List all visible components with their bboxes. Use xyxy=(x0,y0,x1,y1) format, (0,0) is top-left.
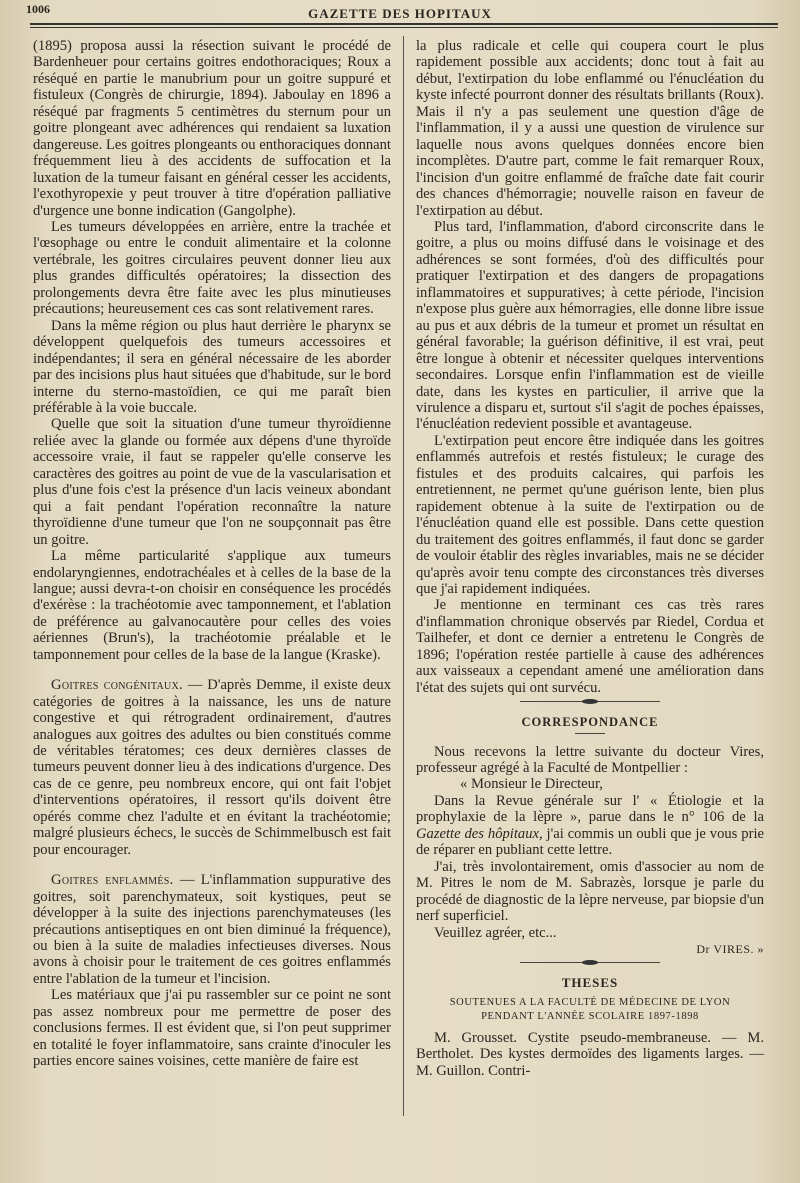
letter-paragraph: J'ai, très involontairement, omis d'associer au nom de M. Pitres le nom de M. Sabrazès, lorsque je parle du procédé de diagnostic de la lèpre nerveuse, par biopsie d'un nerf superficiel. xyxy=(416,858,764,925)
paragraph: la plus radicale et celle qui coupera court le plus rapidement possible aux accidents; donc tout à fait au début, l'extirpation du lobe enflammé ou l'énucléation du kyste infecté pourront donner des résultats brillants (Roux). Mais il n'y a pas seulement une question d'âge de l'inflammation, il y a aussi une question de virulence sur laquelle nous avons quelques données encore bien incomplètes. D'autre part, comme le fait remarquer Roux, l'incision d'un goitre enflammé de fraîche date fait courir des chances d'hémorragie; nouvelle raison en faveur de l'extirpation au début. xyxy=(416,38,764,219)
letter-salutation: « Monsieur le Directeur, xyxy=(460,776,603,793)
title-underline xyxy=(575,733,605,734)
paragraph-congenitaux xyxy=(33,677,391,858)
letter-closing: Veuillez agréer, etc... xyxy=(434,924,557,941)
theses-title: THESES xyxy=(561,975,619,991)
spacer xyxy=(33,858,391,872)
header-rule xyxy=(30,23,778,25)
paragraph: Plus tard, l'inflammation, d'abord circonscrite dans le goitre, a plus ou moins diffusé dans le voisinage et des adhérences se sont formées, d'où des difficultés pour pratiquer l'extirpation et des dangers de propagations inflammatoires et suppuratives; à cette période, l'incision n'expose plus guère aux hémorragies, elle donne libre issue au pus et aux débris de la tumeur et promet un résultat en général favorable; la guérison définitive, il est vrai, peut être longue à obtenir et nécessiter quelques interventions secondaires. Lorsque enfin l'inflammation est de vieille date, dans les kystes en particulier, il arrive que la virulence a disparu et, surtout s'il s'agit de poches épaisses, l'énucléation redevient possible et avantageuse. xyxy=(416,218,764,433)
paragraph: Dans la même région ou plus haut derrière le pharynx se développent quelquefois des tumeurs accessoires et indépendantes; il sera en général nécessaire de les aborder par des incisions plus haut situées que d'habitude, sur le bord interne du sterno-mastoïdien, ce qui me paraît bien préférable à la voie buccale. xyxy=(33,317,391,416)
spacer xyxy=(33,663,391,677)
correspondance-intro: Nous recevons la lettre suivante du docteur Vires, professeur agrégé à la Faculté de Montpellier : xyxy=(416,743,764,777)
paragraph: Je mentionne en terminant ces cas très rares d'inflammation chronique observés par Riedel, Cordua et Tailhefer, et dont ce dernier a entretenu le Congrès de 1896; l'opération restée partielle à cause des adhérences aux vaisseaux a cependant amené une amélioration dans l'état des sujets qui ont survécu. xyxy=(416,597,764,696)
journal-title: GAZETTE DES HOPITAUX xyxy=(308,6,492,21)
journal-name: Gazette des hôpitaux, xyxy=(416,825,543,842)
paragraph: Quelle que soit la situation d'une tumeur thyroïdienne reliée avec la glande ou formée aux dépens d'une thyroïde accessoire vraie, il faut se rappeler qu'elle conserve les caractères des goitres au point de vue de la vascularisation et plus d'une fois c'est la présence d'un lacis veineux abondant qui a fait pendant l'opération reconnaître la nature thyroïdienne d'une tumeur que l'on ne soupçonnait pas être un goitre. xyxy=(33,416,391,548)
right-column xyxy=(416,38,764,1079)
theses-subtitle: PENDANT L'ANNÉE SCOLAIRE 1897-1898 xyxy=(481,1010,699,1022)
paragraph: Les tumeurs développées en arrière, entre la trachée et l'œsophage ou entre le conduit alimentaire et la colonne vertébrale, les goitres circulaires peuvent donner lieu aux plus grandes difficultés opératoires; la dissection des prolongements devra être faite avec les plus minutieuses précautions; heureusement ces cas sont relativement rares. xyxy=(33,218,391,318)
page-header xyxy=(0,0,800,30)
theses-list: M. Grousset. Cystite pseudo-membraneuse. — M. Bertholet. Des kystes dermoïdes des ligaments larges. — M. Guillon. Contri- xyxy=(416,1029,764,1079)
letter-paragraph xyxy=(416,793,764,859)
ornament-divider xyxy=(520,701,660,708)
paragraph: Les matériaux que j'ai pu rassembler sur ce point ne sont pas assez nombreux pour me permettre de poser des conclusions fermes. Il est évident que, si l'on peut supprimer en totalité le foyer inflammatoire, sans crainte d'inoculer les parties encore saines voisines, cette manière de faire est xyxy=(33,987,391,1070)
section-heading: Goitres enflammés. xyxy=(51,872,174,889)
column-divider xyxy=(403,36,404,1116)
letter-signature: Dr VIRES. » xyxy=(696,942,764,957)
paragraph: La même particularité s'applique aux tumeurs endolaryngiennes, endotrachéales et à celles de la base de la langue; aussi devra-t-on choisir en conséquence les procédés d'exérèse : la trachéotomie avec tamponnement, et l'ablation de préférence au galvanocautère pour celles des voies aériennes (Brun's), la trachéotomie préalable et le tamponnement pour celles de la base de la langue (Kraske). xyxy=(33,548,391,663)
paragraph-text: — L'inflammation suppurative des goitres, soit parenchymateux, soit kystiques, peut se développer à la suite des injections parenchymateuses (les précautions antiseptiques en ont bien diminué la fréquence), ou bien à la suite de maladies infectieuses diverses. Nous avons à choisir pour le traitement de ces goitres enflammés entre l'ablation de la tumeur et l'incision. xyxy=(33,872,391,987)
ornament-divider xyxy=(520,962,660,969)
header-rule-thin xyxy=(30,27,778,28)
paragraph: (1895) proposa aussi la résection suivant le procédé de Bardenheuer pour certains goitres endothoraciques; Roux a réséqué en partie le manubrium pour un goitre suppuré et fistuleux (Congrès de chirurgie, 1894). Jaboulay en 1896 a réséqué par fragments 5 centimètres du sternum pour un goitre plongeant avec adhérences qui rendaient sa luxation dangereuse. Les goitres plongeants ou enthoraciques donnant fréquemment lieu à des accidents de suffocation et la luxation de la tumeur faisant en général cesser les accidents, l'exothyropexie y peut trouver à titre d'opération palliative d'urgence une bonne indication (Gangolphe). xyxy=(33,38,391,219)
page-number: 1006 xyxy=(26,2,50,16)
paragraph-text: — D'après Demme, il existe deux catégories de goitres à la naissance, les uns de nature congestive et qui rétrogradent ordinairement, d'autres analogues aux goitres des adultes ou bien constitués comme de véritables tératomes; ces deux dernières classes de tumeurs peuvent donner lieu à des indications d'urgence. Des cas de ce genre, peu nombreux encore, qui ont fait l'objet d'interventions opératoires, il ressort qu'ils doivent être opérés comme chez l'adulte et en évitant la trachéotomie; malgré plusieurs échecs, le succès de Schimmelbusch est fait pour encourager. xyxy=(33,677,391,858)
left-column xyxy=(33,38,391,1070)
paragraph-enflammes xyxy=(33,872,391,987)
section-heading: Goitres congénitaux. xyxy=(51,677,183,694)
letter-text: Dans la Revue générale sur l' « Étiologie et la prophylaxie de la lèpre », parue dans le n° 106 de la xyxy=(416,792,764,826)
correspondance-title: CORRESPONDANCE xyxy=(521,715,659,730)
theses-subtitle: SOUTENUES A LA FACULTÉ DE MÉDECINE DE LYON xyxy=(449,996,731,1008)
paragraph: L'extirpation peut encore être indiquée dans les goitres enflammés autrefois et restés fistuleux; le curage des fistules et des produits calcaires, qui parfois les entretiennent, ne permet qu'une guérison lente, bien plus rapidement obtenue à la suite de l'extirpation ou de l'énucléation quand elle est possible. Dans cette question du traitement des goitres enflammés, il faut donc se garder de vouloir établir des règles invariables, mais ne se décider qu'après avoir tenu compte des circonstances très diverses que j'ai rapidement indiquées. xyxy=(416,432,764,597)
letter-text: j'ai commis un oubli que je vous prie de réparer en publiant cette lettre. xyxy=(416,825,764,859)
